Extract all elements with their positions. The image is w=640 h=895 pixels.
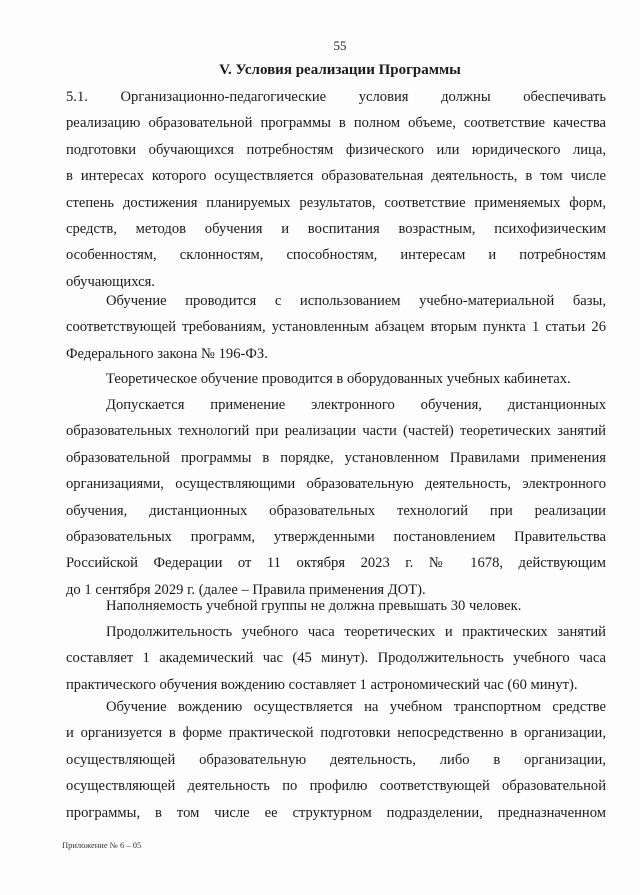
text-line: осуществляющей образовательную деятельность, либо в организации, (66, 751, 606, 768)
text-line: Российской Федерации от 11 октября 2023 г. № 1678, действующим (66, 555, 606, 572)
text-line: и организуется в форме практической подготовки непосредственно в организации, (66, 725, 606, 742)
text-line: Наполняемость учебной группы не должна превышать 30 человек. (106, 598, 522, 614)
text-line: Обучение проводится с использованием учебно-материальной базы, (106, 293, 606, 309)
text-line: Продолжительность учебного часа теоретических и практических занятий (106, 624, 606, 640)
text-line: соответствующей требованиям, установленным абзацем вторым пункта 1 статьи 26 (66, 319, 606, 336)
text-line: средств, методов обучения и воспитания возрастным, психофизическим (66, 220, 606, 237)
text-line: составляет 1 академический час (45 минут). Продолжительность учебного часа (66, 650, 606, 667)
text-line: до 1 сентября 2029 г. (далее – Правила применения ДОТ). (66, 581, 426, 598)
page-number: 55 (333, 38, 347, 53)
paragraph-e-learning (66, 392, 606, 603)
text-line: обучающихся. (66, 273, 155, 290)
text-line: Допускается применение электронного обучения, дистанционных (106, 397, 606, 413)
text-line: образовательной программы в порядке, установленном Правилами применения (66, 449, 606, 466)
text-line: программы, в том числе ее структурном подразделении, предназначенном (66, 804, 606, 821)
text-line: Федерального закона № 196-ФЗ. (66, 345, 268, 362)
text-line: обучения, дистанционных образовательных технологий при реализации (66, 502, 606, 519)
text-line: образовательных технологий при реализации части (частей) теоретических занятий (66, 423, 606, 440)
text-line: Обучение вождению осуществляется на учебном транспортном средстве (106, 699, 606, 715)
paragraph-lesson-duration (66, 619, 606, 698)
text-line: степень достижения планируемых результатов, соответствие применяемых форм, (66, 194, 606, 211)
text-line: организациями, осуществляющими образовательную деятельность, электронного (66, 476, 606, 493)
text-line: подготовки обучающихся потребностям физического или юридического лица, (66, 141, 606, 158)
paragraph-driving-training (66, 694, 606, 826)
paragraph-5-1 (66, 84, 606, 295)
text-line: особенностям, склонностям, способностям, интересам и потребностям (66, 247, 606, 264)
text-line: в интересах которого осуществляется образовательная деятельность, в том числе (66, 168, 606, 185)
paragraph-training-base (66, 288, 606, 367)
text-line: 5.1. Организационно-педагогические условия должны обеспечивать (66, 89, 606, 105)
text-line: практического обучения вождению составляет 1 астрономический час (60 минут). (66, 676, 578, 693)
paragraph-group-size (66, 593, 606, 619)
text-line: Теоретическое обучение проводится в оборудованных учебных кабинетах. (106, 371, 571, 387)
section-title: V. Условия реализации Программы (219, 62, 461, 78)
page-footer: Приложение № 6 – 05 (62, 840, 142, 850)
text-line: реализацию образовательной программы в полном объеме, соответствие качества (66, 115, 606, 132)
text-line: осуществляющей деятельность по профилю соответствующей образовательной (66, 778, 606, 795)
paragraph-theory-rooms (66, 366, 606, 392)
text-line: образовательных программ, утвержденными постановлением Правительства (66, 528, 606, 545)
